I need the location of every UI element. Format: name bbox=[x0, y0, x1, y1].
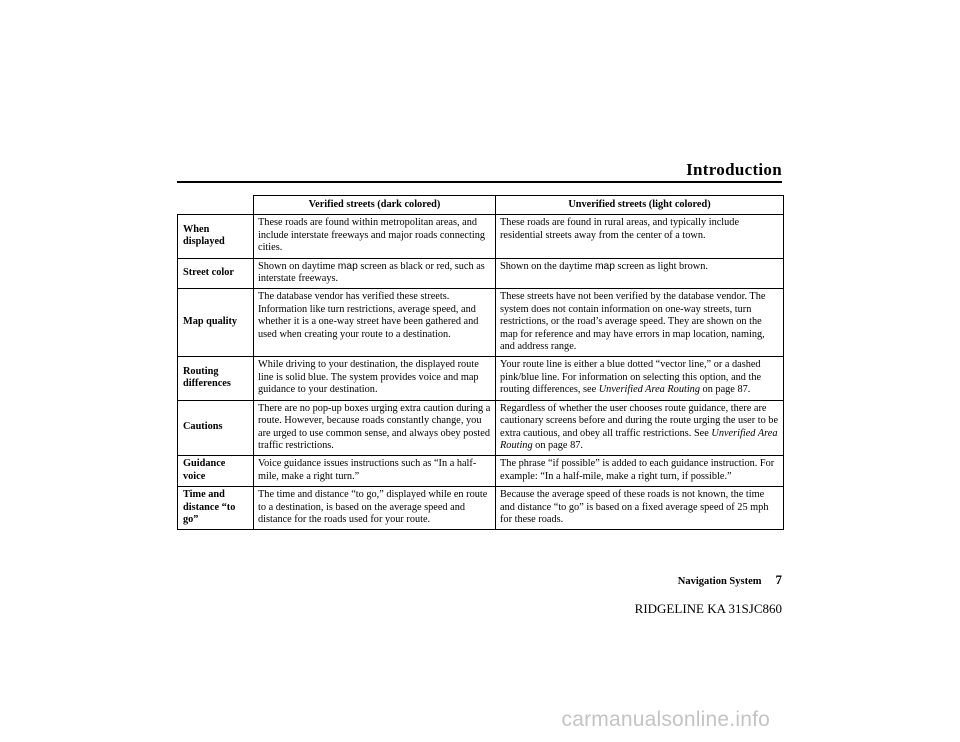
document-code: RIDGELINE KA 31SJC860 bbox=[634, 601, 782, 616]
unverified-cell: These streets have not been verified by the database vendor. The system does not contain information on one-way streets, turn restrictions, or the road’s average speed. They are shown on the map for reference and may have errors in map location, naming, and address range. bbox=[496, 289, 784, 357]
verified-cell: The database vendor has verified these streets. Information like turn restrictions, average speed, and whether it is a one-way street have been gathered and used when creating your route to a destination. bbox=[254, 289, 496, 357]
unverified-cell: These roads are found in rural areas, and typically include residential streets away from the center of a town. bbox=[496, 215, 784, 258]
verified-cell: These roads are found within metropolitan areas, and include interstate freeways and major roads connecting cities. bbox=[254, 215, 496, 258]
row-label: Map quality bbox=[178, 289, 254, 357]
row-label: Routing differences bbox=[178, 357, 254, 400]
watermark: carmanualsonline.info bbox=[561, 708, 770, 731]
page-title: Introduction bbox=[686, 160, 782, 179]
unverified-text-post: on page 87. bbox=[699, 384, 751, 396]
verified-cell bbox=[254, 258, 496, 289]
row-label: When displayed bbox=[178, 215, 254, 258]
table-row bbox=[178, 289, 784, 357]
cross-reference-link: Unverified Area Routing bbox=[598, 384, 700, 396]
unverified-cell bbox=[496, 357, 784, 400]
unverified-text-post: on page 87. bbox=[532, 439, 583, 451]
row-label: Cautions bbox=[178, 400, 254, 456]
unverified-cell bbox=[496, 400, 784, 456]
verified-cell: While driving to your destination, the displayed route line is solid blue. The system provides voice and map guidance to your destination. bbox=[254, 357, 496, 400]
verified-cell: Voice guidance issues instructions such as “In a half-mile, make a right turn.” bbox=[254, 456, 496, 487]
corner-cell bbox=[178, 196, 254, 215]
row-label: Time and distance “to go” bbox=[178, 487, 254, 530]
table-row bbox=[178, 400, 784, 456]
row-label: Street color bbox=[178, 258, 254, 289]
unverified-text-pre: Shown on the daytime bbox=[500, 260, 595, 272]
cross-reference-link: Unverified Area Routing bbox=[500, 427, 778, 451]
unverified-text-post: screen as light brown. bbox=[614, 260, 708, 272]
table-header-row bbox=[178, 196, 784, 215]
footer-section-name: Navigation System bbox=[677, 576, 762, 587]
verified-cell: There are no pop-up boxes urging extra caution during a route. However, because roads constantly change, you are urged to use common sense, and always obey posted traffic restrictions. bbox=[254, 400, 496, 456]
title-divider bbox=[177, 181, 782, 183]
unverified-cell: Because the average speed of these roads is not known, the time and distance “to go” is based on a fixed average speed of 25 mph for these roads. bbox=[496, 487, 784, 530]
table-row bbox=[178, 487, 784, 530]
map-term: map bbox=[337, 260, 358, 272]
column-header-verified: Verified streets (dark colored) bbox=[254, 196, 496, 215]
row-label: Guidance voice bbox=[178, 456, 254, 487]
verified-cell: The time and distance “to go,” displayed while en route to a destination, is based on the average speed and distance for the roads used for your route. bbox=[254, 487, 496, 530]
unverified-text-pre: Your route line is either a blue dotted “vector line,” or a dashed pink/blue line. For information on selecting this option, and the routing differences, see bbox=[500, 359, 762, 396]
unverified-cell bbox=[496, 258, 784, 289]
verified-text-post: screen as black or red, such as interstate freeways. bbox=[258, 260, 485, 285]
column-header-unverified: Unverified streets (light colored) bbox=[496, 196, 784, 215]
table-row bbox=[178, 215, 784, 258]
table-row bbox=[178, 258, 784, 289]
unverified-cell: The phrase “if possible” is added to each guidance instruction. For example: “In a half-mile, make a right turn, if possible.” bbox=[496, 456, 784, 487]
table-row bbox=[178, 456, 784, 487]
comparison-table bbox=[177, 195, 784, 530]
page-footer bbox=[678, 572, 782, 588]
table-row bbox=[178, 357, 784, 400]
page-number: 7 bbox=[775, 572, 782, 587]
verified-text-pre: Shown on daytime bbox=[258, 260, 338, 272]
unverified-text-pre: Regardless of whether the user chooses route guidance, there are cautionary screens before and during the route urging the user to be extra cautious, and obey all traffic restrictions. See bbox=[500, 402, 779, 439]
map-term: map bbox=[594, 260, 615, 272]
